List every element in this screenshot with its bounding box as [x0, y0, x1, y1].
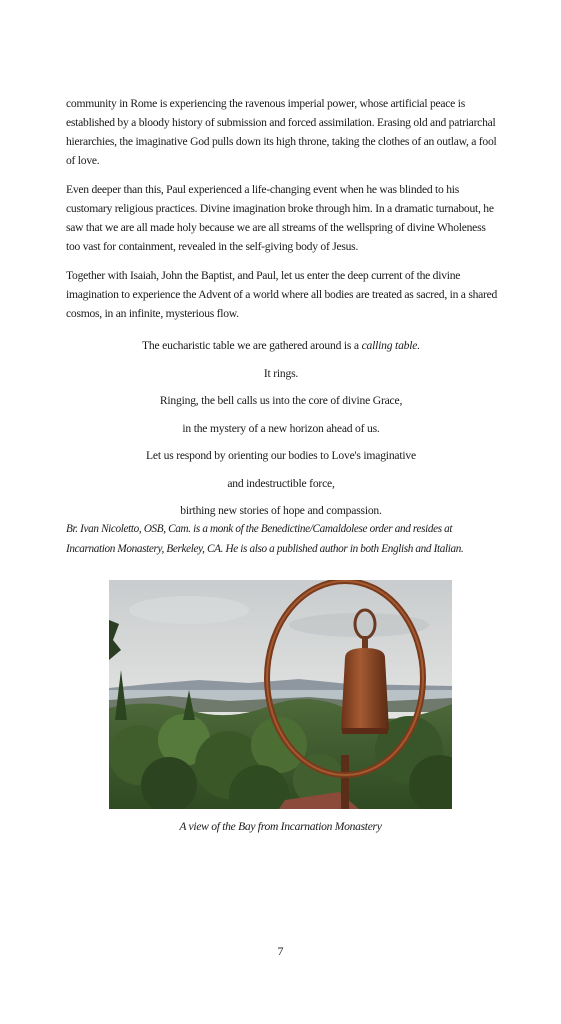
- paragraph-1: [66, 94, 500, 170]
- page-number: 7: [277, 944, 284, 958]
- poem-line-1-prefix: The eucharistic table we are gathered around is a: [142, 339, 362, 352]
- paragraph-3: [66, 266, 500, 323]
- poem-line: Let us respond by orienting our bodies to Love's imaginative: [146, 449, 416, 462]
- paragraph-text: Together with Isaiah, John the Baptist, and Paul, let us enter the deep current of the divine imagination to experience the Advent of a world where all bodies are treated as sacred, in a shared cosmos, in an infinite, mysterious flow.: [66, 269, 498, 320]
- paragraph-2: [66, 180, 500, 256]
- paragraph-text: community in Rome is experiencing the ravenous imperial power, whose artificial peace is established by a bloody history of submission and forced assimilation. Erasing old and patriarchal hierarchies, the imaginative God pulls down its high throne, taking the clothes of an outlaw, a fool of love.: [66, 97, 497, 167]
- poem-line: Ringing, the bell calls us into the core of divine Grace,: [159, 394, 403, 407]
- photo-caption: A view of the Bay from Incarnation Monastery: [179, 820, 382, 833]
- poem: [66, 339, 496, 532]
- poem-line-1: [66, 339, 496, 367]
- paragraph-text: Even deeper than this, Paul experienced a life-changing event when he was blinded to his customary religious practices. Divine imagination broke through him. In a dramatic turnabout, he saw that we are all made holy because we are all streams of the wellspring of divine Wholeness too vast for containment, revealed in the self-giving body of Jesus.: [66, 183, 494, 253]
- poem-line: birthing new stories of hope and compassion.: [180, 504, 382, 517]
- poem-line: in the mystery of a new horizon ahead of us.: [182, 421, 380, 435]
- poem-line: It rings.: [263, 366, 299, 380]
- author-bio: Br. Ivan Nicoletto, OSB, Cam. is a monk of the Benedictine/Camaldolese order and resides at Incarnation Monastery, Berkeley, CA. He is also a published author in both English and Italian.: [66, 523, 464, 555]
- bay-bell-photo: [109, 580, 452, 809]
- poem-line-1-emphasis: calling table.: [361, 339, 420, 352]
- poem-line: and indestructible force,: [227, 476, 335, 490]
